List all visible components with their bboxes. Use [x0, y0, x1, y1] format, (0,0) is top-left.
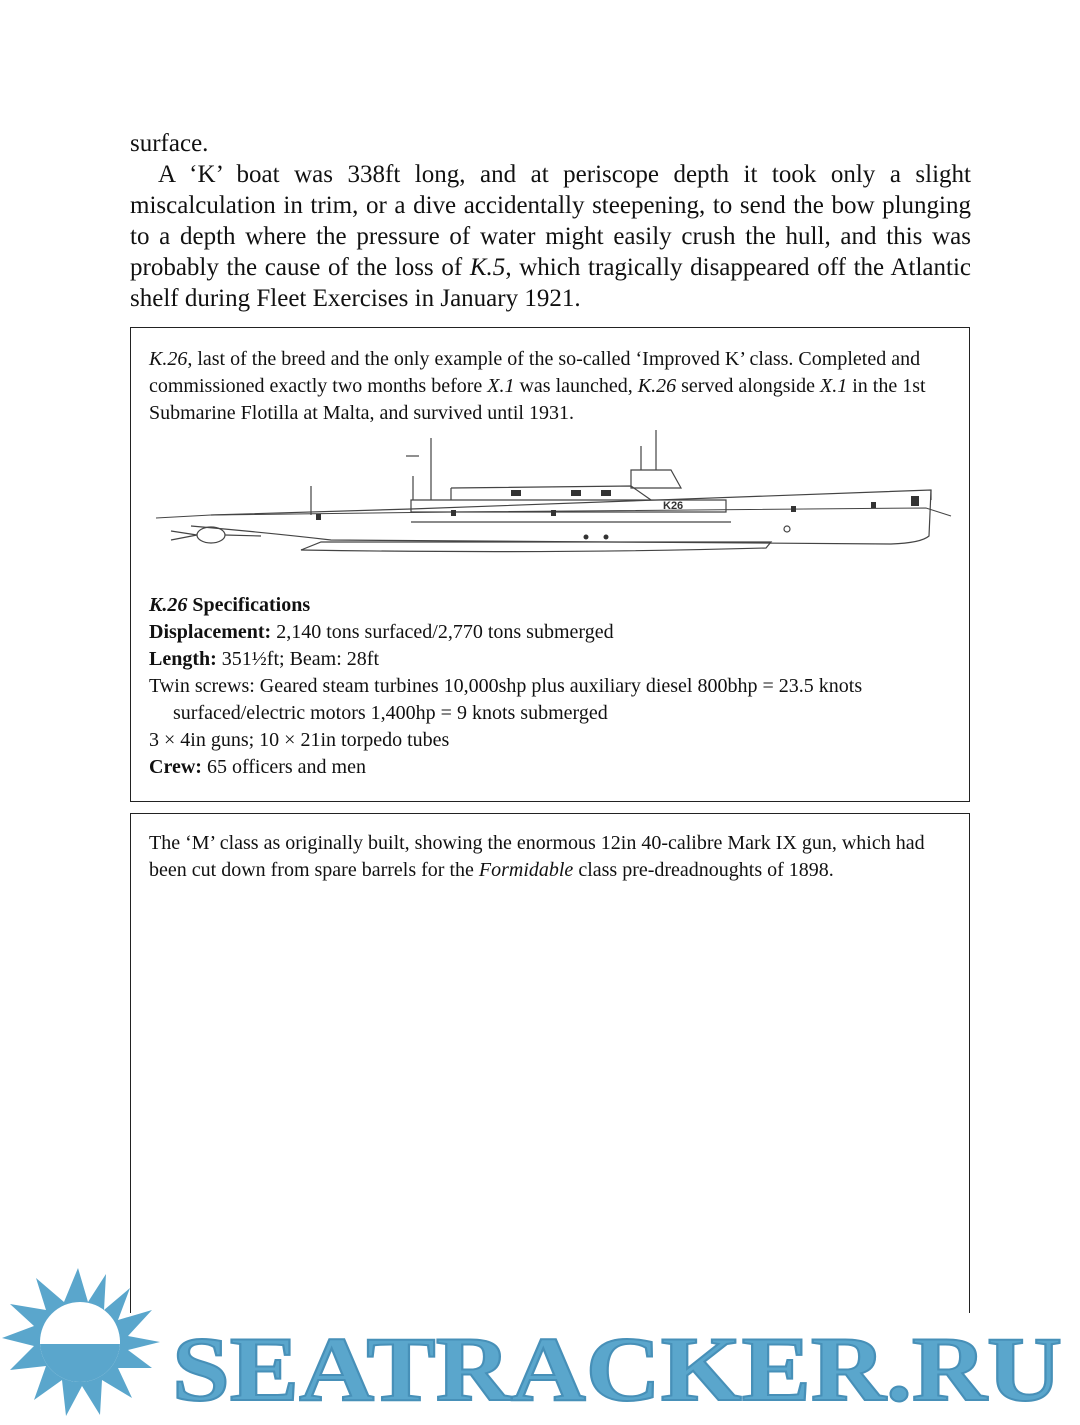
spec-crew: Crew: 65 officers and men	[149, 756, 366, 778]
figure-m-class-box	[130, 813, 970, 1313]
paragraph-continuation: surface.	[130, 130, 209, 157]
figure-k26-caption: K.26, last of the breed and the only example of the so-called ‘Improved K’ class. Completed and commissioned exactly two months before X.1 was launched, K.26 served alongside X.1 in the 1st Submarine Flotilla at Malta, and survived until 1931.	[149, 348, 926, 424]
ship-name-k5: K.5	[469, 254, 506, 281]
paragraph-k-boat: A ‘K’ boat was 338ft long, and at periscope depth it took only a slight miscalculation in trim, or a dive accidentally steepening, to send the bow plunging to a depth where the pressure of water might easily crush the hull, and this was probably the cause of the loss of K.5, which tragically disappeared off the Atlantic shelf during Fleet Exercises in January 1921.	[130, 161, 971, 312]
figure-m-class-caption: The ‘M’ class as originally built, showing the enormous 12in 40-calibre Mark IX gun, which had been cut down from spare barrels for the Formidable class pre-dreadnoughts of 1898.	[149, 832, 925, 881]
hull-marking: K26	[663, 500, 684, 512]
spec-displacement: Displacement: 2,140 tons surfaced/2,770 tons submerged	[149, 621, 614, 643]
spec-machinery: Twin screws: Geared steam turbines 10,000shp plus auxiliary diesel 800bhp = 23.5 knots surfaced/electric motors 1,400hp = 9 knots submerged	[149, 675, 863, 724]
spec-length: Length: 351½ft; Beam: 28ft	[149, 648, 379, 670]
specs-title: K.26 Specifications	[149, 594, 311, 616]
seatracker-watermark	[0, 1260, 1080, 1425]
spec-armament: 3 × 4in guns; 10 × 21in torpedo tubes	[149, 729, 450, 751]
submarine-k26-drawing	[151, 428, 956, 578]
body-text	[130, 128, 971, 314]
sun-logo-icon	[2, 1268, 160, 1416]
k26-specifications	[149, 592, 949, 781]
figure-k26-box	[130, 327, 970, 802]
watermark-text: SEATRACKER.RU	[172, 1318, 1062, 1420]
